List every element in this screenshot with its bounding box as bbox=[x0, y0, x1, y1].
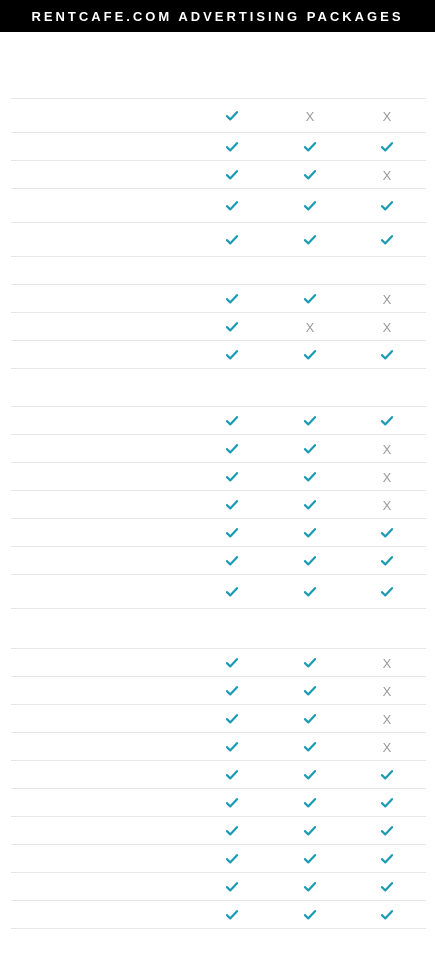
row-label bbox=[11, 733, 201, 761]
package-cell-1 bbox=[212, 463, 252, 491]
package-cell-1 bbox=[212, 341, 252, 369]
check-icon bbox=[304, 472, 316, 482]
check-icon bbox=[304, 854, 316, 864]
check-icon bbox=[226, 111, 238, 121]
check-icon bbox=[304, 350, 316, 360]
table-row bbox=[11, 188, 426, 223]
package-cell-1 bbox=[212, 547, 252, 575]
package-cell-3 bbox=[367, 677, 407, 705]
check-icon bbox=[226, 910, 238, 920]
row-label bbox=[11, 845, 201, 873]
check-icon bbox=[226, 686, 238, 696]
package-cell-2 bbox=[290, 407, 330, 435]
package-cell-3 bbox=[367, 817, 407, 845]
check-icon bbox=[226, 142, 238, 152]
check-icon bbox=[226, 472, 238, 482]
check-icon bbox=[304, 770, 316, 780]
check-icon bbox=[304, 142, 316, 152]
check-icon bbox=[381, 798, 393, 808]
x-icon: X bbox=[382, 711, 392, 727]
check-icon bbox=[304, 798, 316, 808]
package-cell-2 bbox=[290, 817, 330, 845]
table-row bbox=[11, 518, 426, 547]
check-icon bbox=[304, 500, 316, 510]
package-cell-1 bbox=[212, 733, 252, 761]
row-label bbox=[11, 519, 201, 547]
row-label bbox=[11, 491, 201, 519]
section-spacer bbox=[11, 256, 426, 285]
package-cell-2 bbox=[290, 901, 330, 929]
feature-comparison-table bbox=[11, 0, 426, 957]
table-row bbox=[11, 312, 426, 341]
row-label bbox=[11, 133, 201, 161]
table-row bbox=[11, 160, 426, 189]
package-cell-2 bbox=[290, 547, 330, 575]
package-cell-1 bbox=[212, 313, 252, 341]
check-icon bbox=[304, 826, 316, 836]
row-label bbox=[11, 313, 201, 341]
table-row bbox=[11, 732, 426, 761]
row-label bbox=[11, 99, 201, 133]
package-cell-2 bbox=[290, 789, 330, 817]
check-icon bbox=[304, 742, 316, 752]
row-label bbox=[11, 575, 201, 609]
check-icon bbox=[304, 658, 316, 668]
check-icon bbox=[304, 882, 316, 892]
row-label bbox=[11, 463, 201, 491]
package-cell-2 bbox=[290, 761, 330, 789]
package-cell-1 bbox=[212, 223, 252, 257]
check-icon bbox=[381, 826, 393, 836]
package-cell-2 bbox=[290, 285, 330, 313]
package-cell-2 bbox=[290, 99, 330, 133]
check-icon bbox=[226, 714, 238, 724]
table-row bbox=[11, 574, 426, 609]
x-icon: X bbox=[305, 319, 315, 335]
check-icon bbox=[226, 350, 238, 360]
check-icon bbox=[226, 528, 238, 538]
check-icon bbox=[226, 882, 238, 892]
check-icon bbox=[226, 587, 238, 597]
package-cell-2 bbox=[290, 845, 330, 873]
package-cell-1 bbox=[212, 817, 252, 845]
package-cell-3 bbox=[367, 789, 407, 817]
package-cell-1 bbox=[212, 705, 252, 733]
check-icon bbox=[381, 587, 393, 597]
row-label bbox=[11, 873, 201, 901]
package-cell-3 bbox=[367, 313, 407, 341]
package-cell-3 bbox=[367, 407, 407, 435]
check-icon bbox=[381, 882, 393, 892]
package-cell-1 bbox=[212, 845, 252, 873]
table-row bbox=[11, 546, 426, 575]
package-cell-1 bbox=[212, 873, 252, 901]
check-icon bbox=[381, 142, 393, 152]
table-row bbox=[11, 844, 426, 873]
package-cell-3 bbox=[367, 223, 407, 257]
x-icon: X bbox=[382, 167, 392, 183]
check-icon bbox=[304, 170, 316, 180]
check-icon bbox=[381, 528, 393, 538]
package-cell-2 bbox=[290, 133, 330, 161]
section-spacer bbox=[11, 368, 426, 407]
package-cell-2 bbox=[290, 519, 330, 547]
check-icon bbox=[226, 658, 238, 668]
table-row bbox=[11, 676, 426, 705]
check-icon bbox=[304, 294, 316, 304]
package-cell-1 bbox=[212, 575, 252, 609]
row-label bbox=[11, 407, 201, 435]
table-row bbox=[11, 648, 426, 677]
package-cell-1 bbox=[212, 677, 252, 705]
row-label bbox=[11, 789, 201, 817]
package-cell-3 bbox=[367, 161, 407, 189]
check-icon bbox=[304, 201, 316, 211]
package-cell-2 bbox=[290, 189, 330, 223]
check-icon bbox=[226, 444, 238, 454]
check-icon bbox=[226, 294, 238, 304]
check-icon bbox=[381, 350, 393, 360]
package-cell-3 bbox=[367, 285, 407, 313]
row-label bbox=[11, 189, 201, 223]
package-cell-3 bbox=[367, 491, 407, 519]
package-cell-1 bbox=[212, 519, 252, 547]
check-icon bbox=[226, 742, 238, 752]
package-cell-3 bbox=[367, 901, 407, 929]
package-cell-3 bbox=[367, 873, 407, 901]
check-icon bbox=[226, 416, 238, 426]
package-cell-2 bbox=[290, 341, 330, 369]
package-cell-2 bbox=[290, 575, 330, 609]
table-row bbox=[11, 284, 426, 313]
check-icon bbox=[226, 322, 238, 332]
table-row bbox=[11, 132, 426, 161]
package-cell-2 bbox=[290, 677, 330, 705]
package-cell-2 bbox=[290, 223, 330, 257]
package-cell-3 bbox=[367, 761, 407, 789]
package-cell-1 bbox=[212, 789, 252, 817]
package-cell-3 bbox=[367, 435, 407, 463]
check-icon bbox=[381, 910, 393, 920]
package-cell-2 bbox=[290, 313, 330, 341]
row-label bbox=[11, 817, 201, 845]
page-title: RENTCAFE.COM ADVERTISING PACKAGES bbox=[31, 8, 404, 24]
package-cell-2 bbox=[290, 463, 330, 491]
check-icon bbox=[381, 556, 393, 566]
check-icon bbox=[304, 528, 316, 538]
package-cell-2 bbox=[290, 649, 330, 677]
package-cell-1 bbox=[212, 407, 252, 435]
table-bottom-divider bbox=[11, 928, 426, 929]
x-icon: X bbox=[382, 108, 392, 124]
check-icon bbox=[304, 714, 316, 724]
row-label bbox=[11, 705, 201, 733]
package-cell-1 bbox=[212, 761, 252, 789]
row-label bbox=[11, 761, 201, 789]
x-icon: X bbox=[382, 291, 392, 307]
package-cell-3 bbox=[367, 705, 407, 733]
row-label bbox=[11, 677, 201, 705]
package-cell-1 bbox=[212, 189, 252, 223]
x-icon: X bbox=[382, 469, 392, 485]
row-label bbox=[11, 341, 201, 369]
package-cell-3 bbox=[367, 547, 407, 575]
table-row bbox=[11, 406, 426, 435]
check-icon bbox=[226, 798, 238, 808]
x-icon: X bbox=[305, 108, 315, 124]
check-icon bbox=[226, 500, 238, 510]
check-icon bbox=[226, 201, 238, 211]
table-row bbox=[11, 872, 426, 901]
row-label bbox=[11, 649, 201, 677]
package-cell-3 bbox=[367, 649, 407, 677]
table-row bbox=[11, 434, 426, 463]
x-icon: X bbox=[382, 683, 392, 699]
check-icon bbox=[226, 170, 238, 180]
row-label bbox=[11, 901, 201, 929]
package-cell-3 bbox=[367, 845, 407, 873]
package-cell-1 bbox=[212, 99, 252, 133]
check-icon bbox=[226, 235, 238, 245]
row-label bbox=[11, 547, 201, 575]
check-icon bbox=[304, 416, 316, 426]
check-icon bbox=[381, 235, 393, 245]
check-icon bbox=[304, 556, 316, 566]
package-cell-3 bbox=[367, 575, 407, 609]
table-row bbox=[11, 98, 426, 133]
table-row bbox=[11, 760, 426, 789]
check-icon bbox=[304, 444, 316, 454]
package-cell-2 bbox=[290, 161, 330, 189]
check-icon bbox=[381, 770, 393, 780]
check-icon bbox=[226, 854, 238, 864]
table-row bbox=[11, 900, 426, 929]
x-icon: X bbox=[382, 739, 392, 755]
check-icon bbox=[381, 201, 393, 211]
row-label bbox=[11, 285, 201, 313]
table-row bbox=[11, 816, 426, 845]
check-icon bbox=[304, 910, 316, 920]
package-cell-1 bbox=[212, 133, 252, 161]
x-icon: X bbox=[382, 319, 392, 335]
section-spacer bbox=[11, 608, 426, 649]
package-cell-2 bbox=[290, 435, 330, 463]
row-label bbox=[11, 435, 201, 463]
package-cell-2 bbox=[290, 705, 330, 733]
package-cell-1 bbox=[212, 435, 252, 463]
check-icon bbox=[226, 556, 238, 566]
package-cell-3 bbox=[367, 519, 407, 547]
check-icon bbox=[226, 770, 238, 780]
table-row bbox=[11, 340, 426, 369]
package-cell-3 bbox=[367, 733, 407, 761]
row-label bbox=[11, 161, 201, 189]
table-row bbox=[11, 490, 426, 519]
package-cell-2 bbox=[290, 491, 330, 519]
package-cell-3 bbox=[367, 341, 407, 369]
package-cell-3 bbox=[367, 133, 407, 161]
table-row bbox=[11, 788, 426, 817]
x-icon: X bbox=[382, 441, 392, 457]
table-row bbox=[11, 462, 426, 491]
package-cell-1 bbox=[212, 161, 252, 189]
package-cell-2 bbox=[290, 733, 330, 761]
package-cell-3 bbox=[367, 99, 407, 133]
package-cell-1 bbox=[212, 285, 252, 313]
check-icon bbox=[304, 587, 316, 597]
check-icon bbox=[381, 416, 393, 426]
x-icon: X bbox=[382, 497, 392, 513]
package-cell-1 bbox=[212, 901, 252, 929]
check-icon bbox=[304, 686, 316, 696]
check-icon bbox=[304, 235, 316, 245]
package-cell-3 bbox=[367, 463, 407, 491]
package-cell-2 bbox=[290, 873, 330, 901]
package-cell-1 bbox=[212, 491, 252, 519]
row-label bbox=[11, 223, 201, 257]
table-row bbox=[11, 222, 426, 257]
package-cell-1 bbox=[212, 649, 252, 677]
table-row bbox=[11, 704, 426, 733]
package-cell-3 bbox=[367, 189, 407, 223]
check-icon bbox=[381, 854, 393, 864]
x-icon: X bbox=[382, 655, 392, 671]
check-icon bbox=[226, 826, 238, 836]
